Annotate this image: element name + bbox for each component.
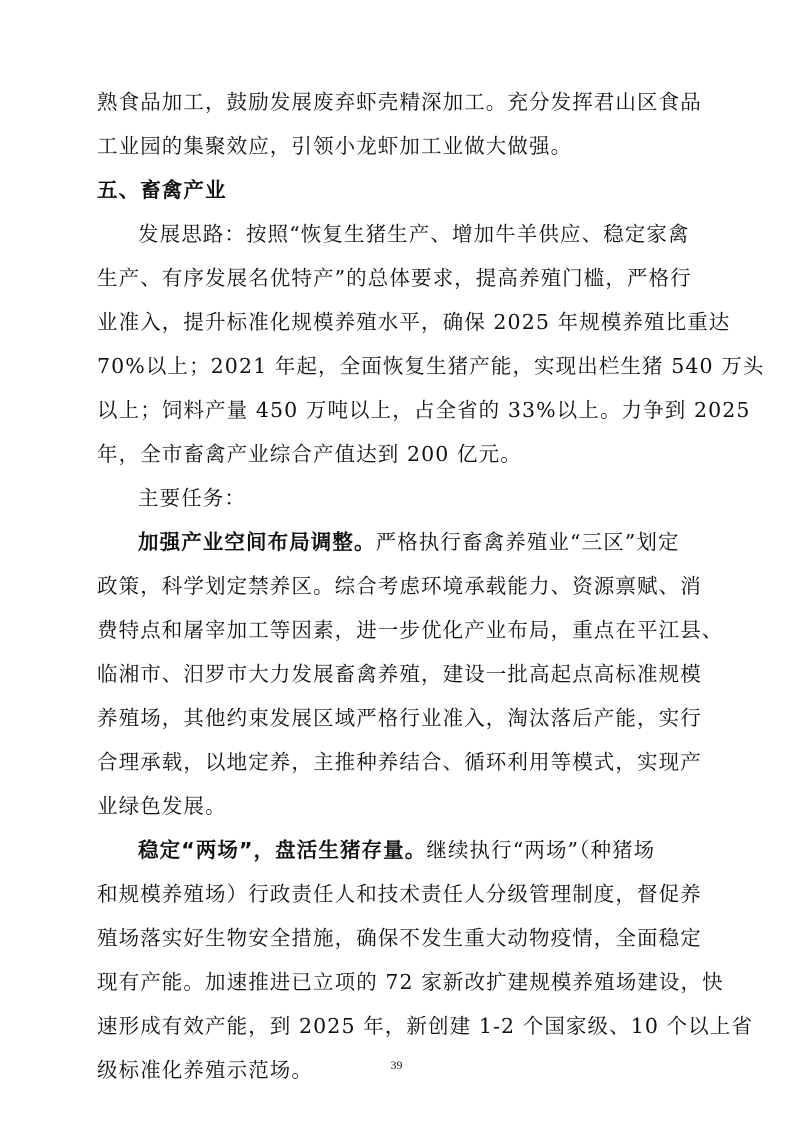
paragraph-line: 现有产能。加速推进已立项的 72 家新改扩建规模养殖场建设，快 <box>97 970 724 994</box>
paragraph-line <box>97 832 701 876</box>
paragraph-line: 业绿色发展。 <box>97 794 227 818</box>
paragraph-line: 70%以上；2021 年起，全面恢复生猪产能，实现出栏生猪 540 万头 <box>97 354 765 378</box>
bold-lead-phrase: 稳定“两场”，盘活生猪存量。 <box>138 838 427 862</box>
paragraph-line: 熟食品加工，鼓励发展废弃虾壳精深加工。充分发挥君山区食品 <box>97 90 702 114</box>
paragraph-line <box>97 524 701 568</box>
bold-lead-phrase: 加强产业空间布局调整。 <box>138 530 376 554</box>
paragraph-line: 以上；饲料产量 450 万吨以上，占全省的 33%以上。力争到 2025 <box>97 398 751 422</box>
paragraph-line: 级标准化养殖示范场。 <box>97 1058 313 1082</box>
paragraph-line: 和规模养殖场）行政责任人和技术责任人分级管理制度，督促养 <box>97 882 702 906</box>
paragraph-text: 严格执行畜禽养殖业“三区”划定 <box>375 530 680 554</box>
paragraph-line: 年，全市畜禽产业综合产值达到 200 亿元。 <box>97 442 522 466</box>
paragraph-line: 合理承载，以地定养，主推种养结合、循环利用等模式，实现产 <box>97 750 702 774</box>
document-body <box>97 84 765 1096</box>
paragraph-line: 养殖场，其他约束发展区域严格行业准入，淘汰落后产能，实行 <box>97 706 702 730</box>
section-heading: 五、畜禽产业 <box>97 178 227 202</box>
page-number: 39 <box>390 1058 403 1072</box>
paragraph-line: 费特点和屠宰加工等因素，进一步优化产业布局，重点在平江县、 <box>97 618 724 642</box>
paragraph-line: 速形成有效产能，到 2025 年，新创建 1-2 个国家级、10 个以上省 <box>97 1014 754 1038</box>
paragraph-line: 主要任务： <box>138 486 246 510</box>
paragraph-line: 发展思路：按照“恢复生猪生产、增加牛羊供应、稳定家禽 <box>138 222 690 246</box>
paragraph-line: 工业园的集聚效应，引领小龙虾加工业做大做强。 <box>97 134 573 158</box>
paragraph-line: 业准入，提升标准化规模养殖水平，确保 2025 年规模养殖比重达 <box>97 310 731 334</box>
paragraph-line: 政策，科学划定禁养区。综合考虑环境承载能力、资源禀赋、消 <box>97 574 702 598</box>
paragraph-line: 临湘市、汨罗市大力发展畜禽养殖，建设一批高起点高标准规模 <box>97 662 702 686</box>
paragraph-line: 殖场落实好生物安全措施，确保不发生重大动物疫情，全面稳定 <box>97 926 702 950</box>
paragraph-line: 生产、有序发展名优特产”的总体要求，提高养殖门槛，严格行 <box>97 266 692 290</box>
paragraph-text: 继续执行“两场”（种猪场 <box>426 838 656 862</box>
